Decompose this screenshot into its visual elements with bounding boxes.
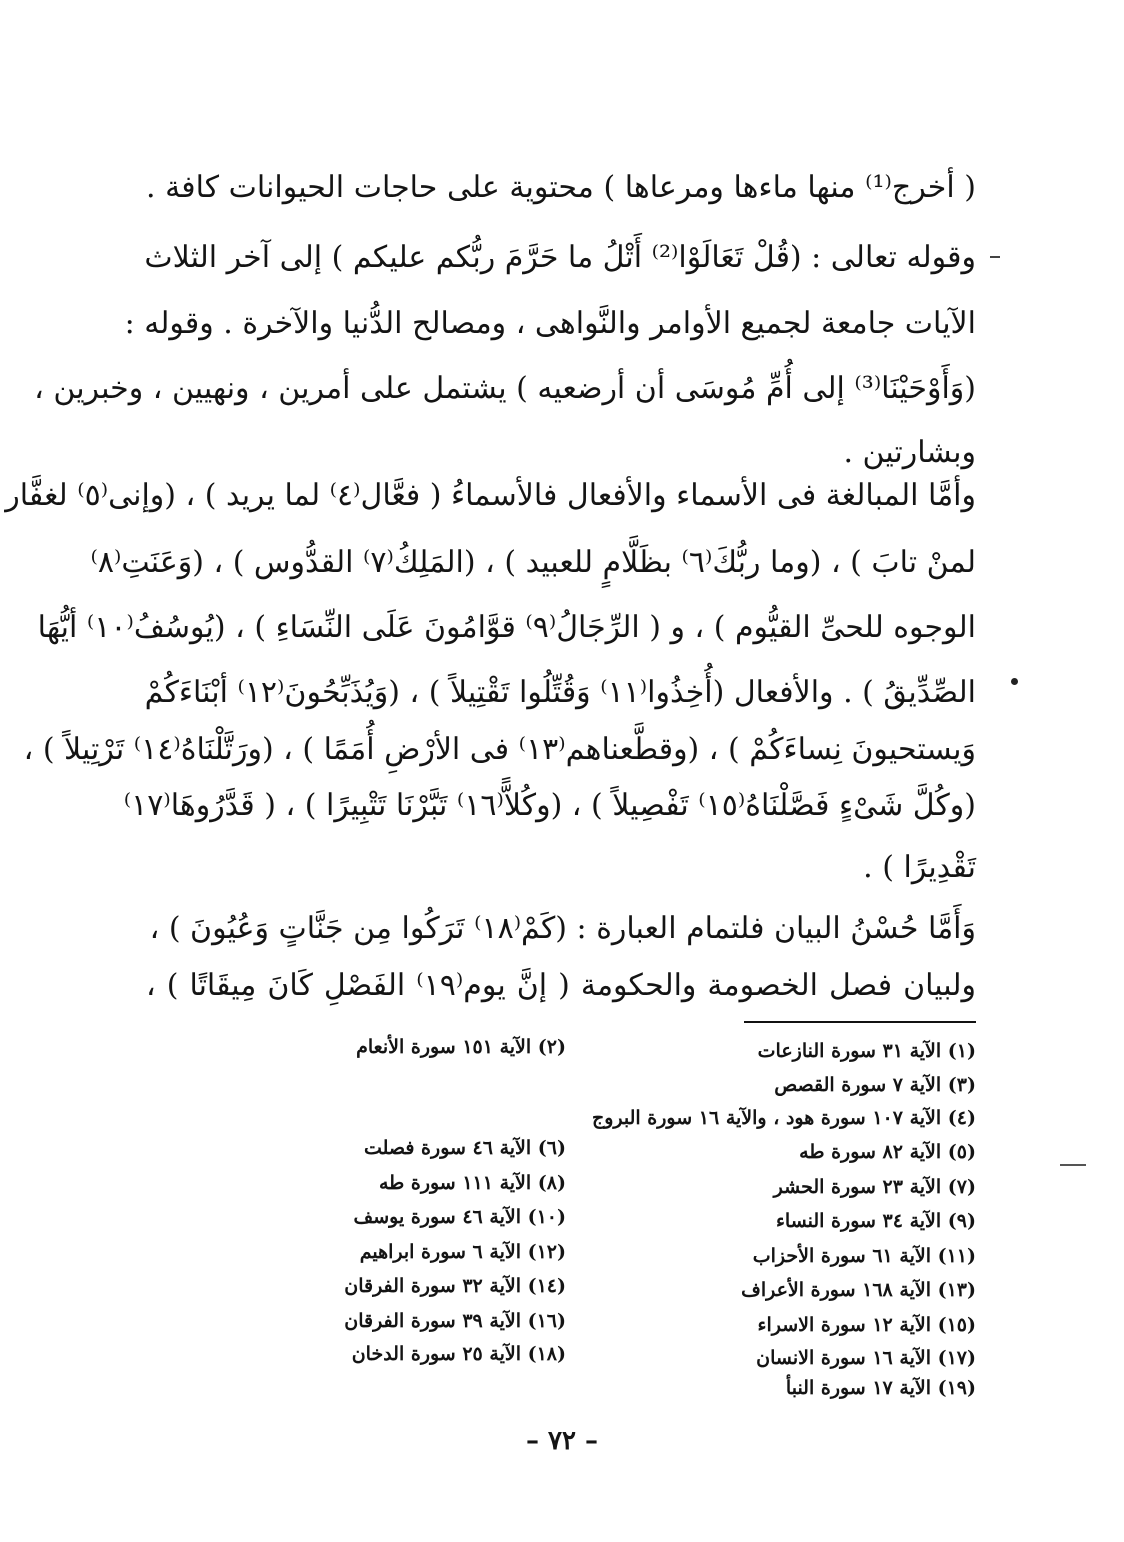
body-line-9: الصِّدِّيقُ ) . والأفعال (أُخِذُوا⁽١١⁾ وَقُتِّلُوا تَقْتِيلاً ) ، (وَيُذَبِّحُونَ⁽١٢⁾ أبْنَاءَكُمْ bbox=[144, 675, 976, 710]
body-line-4: (وَأَوْحَيْنَا⁽³⁾ إلى أُمِّ مُوسَى أن أرضعيه ) يشتمل على أمرين ، ونهيين ، وخبرين ، bbox=[34, 371, 976, 406]
footnote-7: (٧) الآية ٢٣ سورة الحشر bbox=[773, 1176, 976, 1198]
footnote-14: (١٤) الآية ٣٢ سورة الفرقان bbox=[344, 1275, 566, 1297]
body-line-3: الآيات جامعة لجميع الأوامر والنَّواهى ، ومصالح الدُّنيا والآخرة . وقوله : bbox=[124, 306, 976, 341]
footnote-separator bbox=[744, 1021, 976, 1023]
page-number: – ٧٢ – bbox=[525, 1426, 599, 1456]
footnote-19: (١٩) الآية ١٧ سورة النبأ bbox=[785, 1377, 976, 1399]
footnote-18: (١٨) الآية ٢٥ سورة الدخان bbox=[351, 1343, 566, 1365]
footnote-4: (٤) الآية ١٠٧ سورة هود ، والآية ١٦ سورة البروج bbox=[591, 1107, 976, 1129]
body-line-14: ولبيان فصل الخصومة والحكومة ( إنَّ يوم⁽١٩⁾ الفَصْلِ كَانَ مِيقَاتًا ) ، bbox=[146, 968, 976, 1003]
body-line-12: تَقْدِيرًا ) . bbox=[863, 850, 976, 885]
body-line-8: الوجوه للحىِّ القيُّوم ) ، و ( الرِّجَالُ⁽٩⁾ قوَّامُونَ عَلَى النِّسَاءِ ) ، (يُوسُفُ⁽١٠⁾ أيُّهَا bbox=[37, 610, 976, 645]
footnote-13: (١٣) الآية ١٦٨ سورة الأعراف bbox=[741, 1279, 976, 1301]
footnote-3: (٣) الآية ٧ سورة القصص bbox=[774, 1074, 976, 1096]
margin-dash bbox=[1060, 1164, 1086, 1166]
footnote-10: (١٠) الآية ٤٦ سورة يوسف bbox=[353, 1206, 566, 1228]
footnote-5: (٥) الآية ٨٢ سورة طه bbox=[799, 1141, 976, 1163]
footnote-15: (١٥) الآية ١٢ سورة الاسراء bbox=[757, 1314, 976, 1336]
body-line-7: لمنْ تابَ ) ، (وما ربُّكَ⁽٦⁾ بظَلَّامٍ للعبيد ) ، (المَلِكُ⁽٧⁾ القدُّوس ) ، (وَعَنَتِ⁽٨⁾ bbox=[90, 545, 976, 580]
body-line-5: وبشارتين . bbox=[843, 435, 976, 470]
footnote-2: (٢) الآية ١٥١ سورة الأنعام bbox=[356, 1036, 566, 1058]
body-line-10: وَيستحيونَ نِساءَكُمْ ) ، (وقطَّعناهم⁽١٣⁾ فى الأرْضِ أُمَمًا ) ، (ورَتَّلْنَاهُ⁽١٤⁾ تَرْتِيلاً ) ، bbox=[23, 732, 976, 767]
footnote-1: (١) الآية ٣١ سورة النازعات bbox=[757, 1040, 976, 1062]
body-line-13: وَأَمَّا حُسْنُ البيان فلتمام العبارة : (كَمْ⁽١٨⁾ تَرَكُوا مِن جَنَّاتٍ وَعُيُونَ ) ، bbox=[149, 911, 976, 946]
margin-mark bbox=[990, 256, 1000, 258]
footnote-6: (٦) الآية ٤٦ سورة فصلت bbox=[363, 1137, 566, 1159]
body-line-11: (وكُلَّ شَىْءٍ فَصَّلْنَاهُ⁽١٥⁾ تَفْصِيلاً ) ، (وكُلاًّ⁽١٦⁾ تَبَّرْنَا تَتْبِيرًا ) ، ( قَدَّرُوهَا⁽١٧⁾ bbox=[123, 788, 976, 823]
body-line-6: وأمَّا المبالغة فى الأسماء والأفعال فالأسماءُ ( فعَّال⁽٤⁾ لما يريد ) ، (وإنى⁽٥⁾ لغفَّار bbox=[5, 478, 976, 513]
footnote-12: (١٢) الآية ٦ سورة ابراهيم bbox=[359, 1241, 566, 1263]
body-line-2: وقوله تعالى : (قُلْ تَعَالَوْا⁽²⁾ أَتْلُ ما حَرَّمَ ربُّكم عليكم ) إلى آخر الثلاث bbox=[144, 240, 976, 275]
footnote-16: (١٦) الآية ٣٩ سورة الفرقان bbox=[344, 1310, 566, 1332]
footnote-9: (٩) الآية ٣٤ سورة النساء bbox=[775, 1210, 976, 1232]
body-line-1: ( أخرج⁽¹⁾ منها ماءها ومرعاها ) محتوية على حاجات الحيوانات كافة . bbox=[146, 170, 977, 205]
footnote-17: (١٧) الآية ١٦ سورة الانسان bbox=[756, 1347, 976, 1369]
margin-dot bbox=[1011, 678, 1018, 685]
footnote-11: (١١) الآية ٦١ سورة الأحزاب bbox=[752, 1245, 976, 1267]
footnote-8: (٨) الآية ١١١ سورة طه bbox=[378, 1172, 566, 1194]
